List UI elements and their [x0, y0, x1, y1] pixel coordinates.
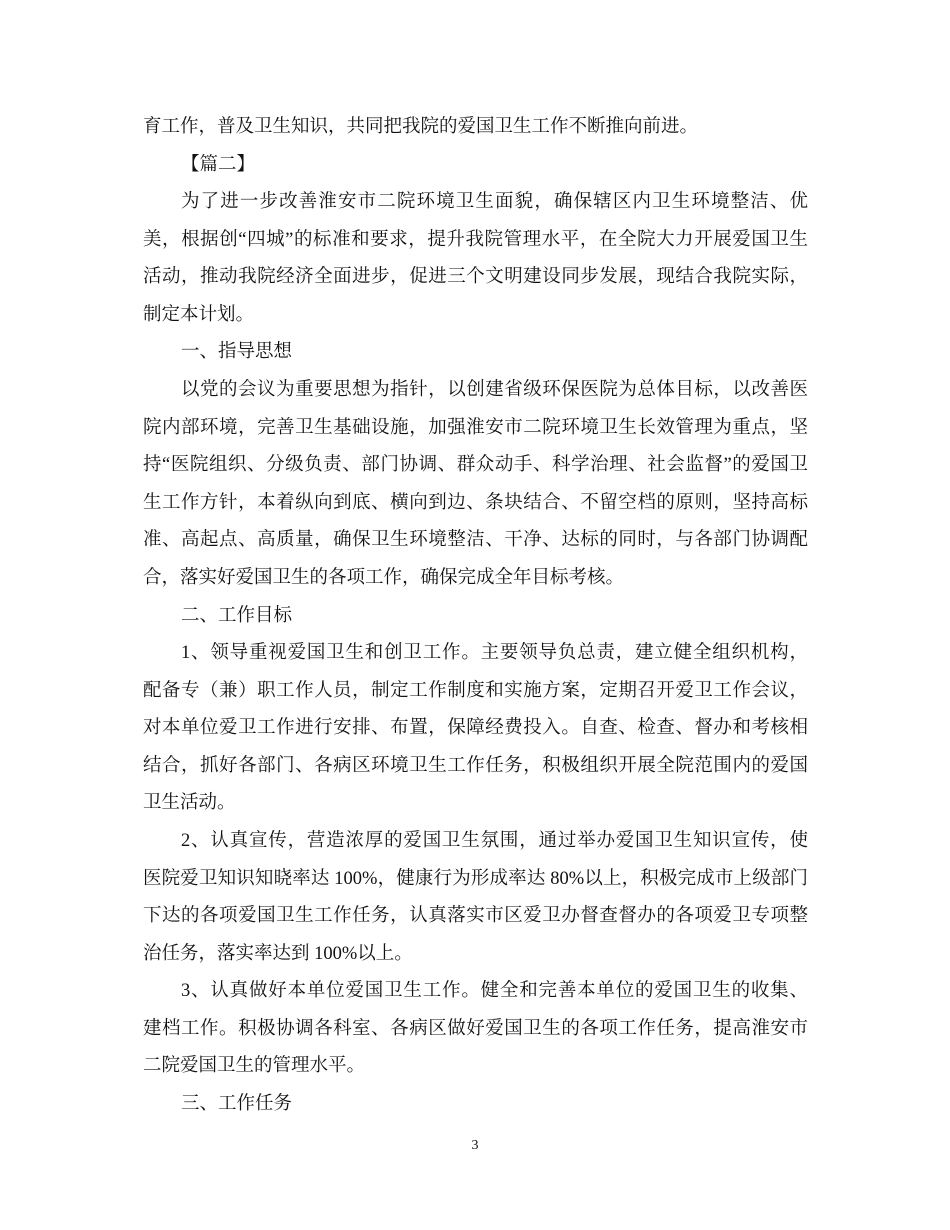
text-line: 持“医院组织、分级负责、部门协调、群众动手、科学治理、社会监督”的爱国卫: [143, 455, 808, 476]
text-line: 合，落实好爱国卫生的各项工作，确保完成全年目标考核。: [143, 567, 625, 588]
text-line: 配备专（兼）职工作人员，制定工作制度和实施方案，定期召开爱卫工作会议，: [143, 680, 808, 701]
text-line: 活动，推动我院经济全面进步，促进三个文明建设同步发展，现结合我院实际，: [143, 267, 808, 288]
heading-guiding-ideology: [143, 334, 808, 372]
text-line: 制定本计划。: [143, 304, 255, 325]
paragraph-continuation: [143, 109, 808, 147]
text-line: 二、工作目标: [181, 605, 293, 626]
text-line: 卫生活动。: [143, 793, 236, 814]
text-line: 治任务，落实率达到 100%以上。: [143, 943, 413, 964]
paragraph-goal-2: [143, 823, 808, 973]
text-line: 对本单位爱卫工作进行安排、布置，保障经费投入。自查、检查、督办和考核相: [143, 718, 808, 739]
text-line: 下达的各项爱国卫生工作任务，认真落实市区爱卫办督查督办的各项爱卫专项整: [143, 906, 808, 927]
section-heading-pian-er: [143, 147, 808, 185]
document-body: [143, 109, 808, 1124]
text-line: 三、工作任务: [181, 1094, 293, 1115]
text-line: 一、指导思想: [181, 342, 293, 363]
paragraph-goal-1: [143, 635, 808, 823]
paragraph-goal-3: [143, 973, 808, 1086]
text-line: 生工作方针，本着纵向到底、横向到边、条块结合、不留空档的原则，坚持高标: [143, 492, 808, 513]
text-line: 育工作，普及卫生知识，共同把我院的爱国卫生工作不断推向前进。: [143, 117, 699, 137]
text-line: 美，根据创“四城”的标准和要求，提升我院管理水平，在全院大力开展爱国卫生: [143, 229, 808, 250]
text-line: 【篇二】: [181, 154, 256, 175]
text-line: 院内部环境，完善卫生基础设施，加强淮安市二院环境卫生长效管理为重点，坚: [143, 417, 808, 438]
text-line: 以党的会议为重要思想为指针，以创建省级环保医院为总体目标，以改善医: [181, 380, 808, 401]
paragraph-intro: [143, 184, 808, 334]
heading-work-tasks: [143, 1086, 808, 1124]
text-line: 二院爱国卫生的管理水平。: [143, 1056, 366, 1077]
text-line: 结合，抓好各部门、各病区环境卫生工作任务，积极组织开展全院范围内的爱国: [143, 755, 808, 776]
page-number: 3: [471, 1138, 479, 1153]
text-line: 准、高起点、高质量，确保卫生环境整洁、干净、达标的同时，与各部门协调配: [143, 530, 808, 551]
text-line: 医院爱卫知识知晓率达 100%，健康行为形成率达 80%以上，积极完成市上级部门: [143, 868, 808, 889]
text-line: 建档工作。积极协调各科室、各病区做好爱国卫生的各项工作任务，提高淮安市: [143, 1018, 808, 1039]
text-line: 1、领导重视爱国卫生和创卫工作。主要领导负总责，建立健全组织机构，: [181, 643, 808, 664]
text-line: 2、认真宣传，营造浓厚的爱国卫生氛围，通过举办爱国卫生知识宣传，使: [181, 830, 808, 851]
paragraph-guiding-ideology: [143, 372, 808, 597]
text-line: 3、认真做好本单位爱国卫生工作。健全和完善本单位的爱国卫生的收集、: [181, 981, 808, 1002]
text-line: 为了进一步改善淮安市二院环境卫生面貌，确保辖区内卫生环境整洁、优: [181, 192, 808, 213]
heading-work-goals: [143, 598, 808, 636]
